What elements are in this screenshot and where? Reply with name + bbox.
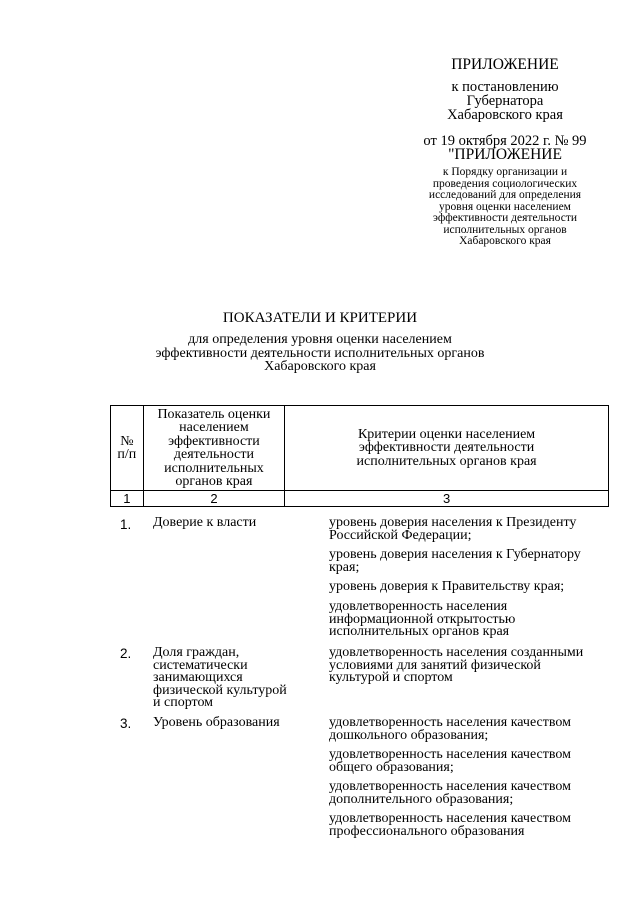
criterion-line: общего образования; [329, 759, 454, 775]
appendix-line: Губернатора [466, 93, 544, 109]
indicator-line: занимающихся [153, 670, 243, 685]
row-criterion [329, 813, 619, 838]
row-criterion [329, 781, 619, 806]
header-text: деятельности [173, 447, 255, 462]
criterion-line: условиями для занятий физической [329, 657, 541, 673]
subtitle-line: эффективности деятельности исполнительных органов [155, 345, 485, 361]
row-criterion [329, 717, 619, 742]
header-cell-criteria [285, 406, 609, 491]
header-text: органов края [175, 474, 253, 489]
indicator-line: Уровень образования [153, 715, 280, 730]
criterion-line: дополнительного образования; [329, 791, 514, 807]
criterion-line: исполнительных органов края [329, 624, 510, 639]
header-text: исполнительных [164, 460, 264, 476]
criterion-line: удовлетворенность населения качеством [329, 747, 571, 762]
row-number: 2. [120, 646, 132, 661]
column-number-1: 1 [111, 491, 144, 507]
criterion-line: удовлетворенность населения качеством [329, 715, 571, 730]
row-indicator [153, 717, 313, 730]
header-text: Показатель оценки [157, 406, 271, 422]
appendix2-line: Хабаровского края [459, 235, 551, 247]
criterion-line: дошкольного образования; [329, 727, 489, 743]
criteria-table-header [110, 405, 609, 507]
criterion-line: Российской Федерации; [329, 527, 472, 543]
header-text: населением [179, 420, 249, 435]
appendix2-title: "ПРИЛОЖЕНИЕ [448, 146, 562, 163]
header-text: эффективности деятельности [358, 440, 535, 456]
column-number-2: 2 [143, 491, 284, 507]
row-criterion [329, 517, 619, 542]
indicator-line: физической культурой [153, 682, 287, 698]
header-text: Критерии оценки населением [357, 426, 536, 442]
appendix-line: к постановлению [451, 79, 559, 95]
row-number: 3. [120, 716, 132, 731]
criterion-line: уровень доверия населения к Губернатору [329, 547, 581, 562]
header-cell-indicator [143, 406, 284, 491]
header-text: № [120, 433, 134, 449]
indicator-line: и спортом [153, 695, 214, 710]
criterion-line: уровень доверия населения к Президенту [329, 515, 577, 530]
criterion-line: уровень доверия к Правительству края; [329, 579, 565, 594]
header-text: эффективности [168, 433, 260, 449]
appendix-line: Хабаровского края [447, 107, 563, 123]
appendix-date: от 19 октября 2022 г. № 99 [423, 133, 587, 149]
row-indicator [153, 517, 313, 530]
criterion-line: информационной открытостью [329, 611, 516, 627]
criterion-line: профессионального образования [329, 823, 525, 839]
indicator-line: Доверие к власти [153, 515, 257, 530]
appendix-header [380, 58, 630, 148]
row-criterion [329, 581, 619, 594]
criterion-line: культурой и спортом [329, 670, 453, 685]
row-criterion [329, 749, 619, 774]
subtitle-line: Хабаровского края [264, 359, 376, 374]
appendix2-header [400, 148, 610, 248]
criterion-line: удовлетворенность населения [329, 599, 508, 614]
row-number: 1. [120, 517, 132, 532]
appendix2-line: исследований для определения [428, 189, 582, 201]
header-text: п/п [117, 447, 137, 462]
criterion-line: удовлетворенность населения созданными [329, 645, 584, 660]
row-criterion [329, 601, 619, 639]
indicator-line: систематически [153, 657, 248, 673]
document-title: ПОКАЗАТЕЛИ И КРИТЕРИИ [222, 310, 418, 326]
criterion-line: удовлетворенность населения качеством [329, 779, 571, 794]
document-subtitle [20, 333, 620, 374]
appendix2-line: проведения социологических [432, 177, 578, 190]
subtitle-line: для определения уровня оценки населением [188, 332, 452, 347]
appendix2-line: уровня оценки населением [439, 200, 571, 213]
column-number-3: 3 [285, 491, 609, 507]
row-criterion [329, 647, 619, 685]
header-text: исполнительных органов края [356, 453, 537, 469]
appendix2-line: к Порядку организации и [442, 166, 568, 178]
indicator-line: Доля граждан, [153, 645, 240, 660]
appendix2-line: эффективности деятельности [432, 212, 578, 224]
appendix-title: ПРИЛОЖЕНИЕ [451, 56, 559, 73]
row-indicator [153, 647, 313, 710]
criterion-line: удовлетворенность населения качеством [329, 811, 571, 826]
row-criterion [329, 549, 619, 574]
appendix2-line: исполнительных органов [443, 223, 567, 236]
header-cell-number [111, 406, 144, 491]
criterion-line: края; [329, 559, 360, 575]
